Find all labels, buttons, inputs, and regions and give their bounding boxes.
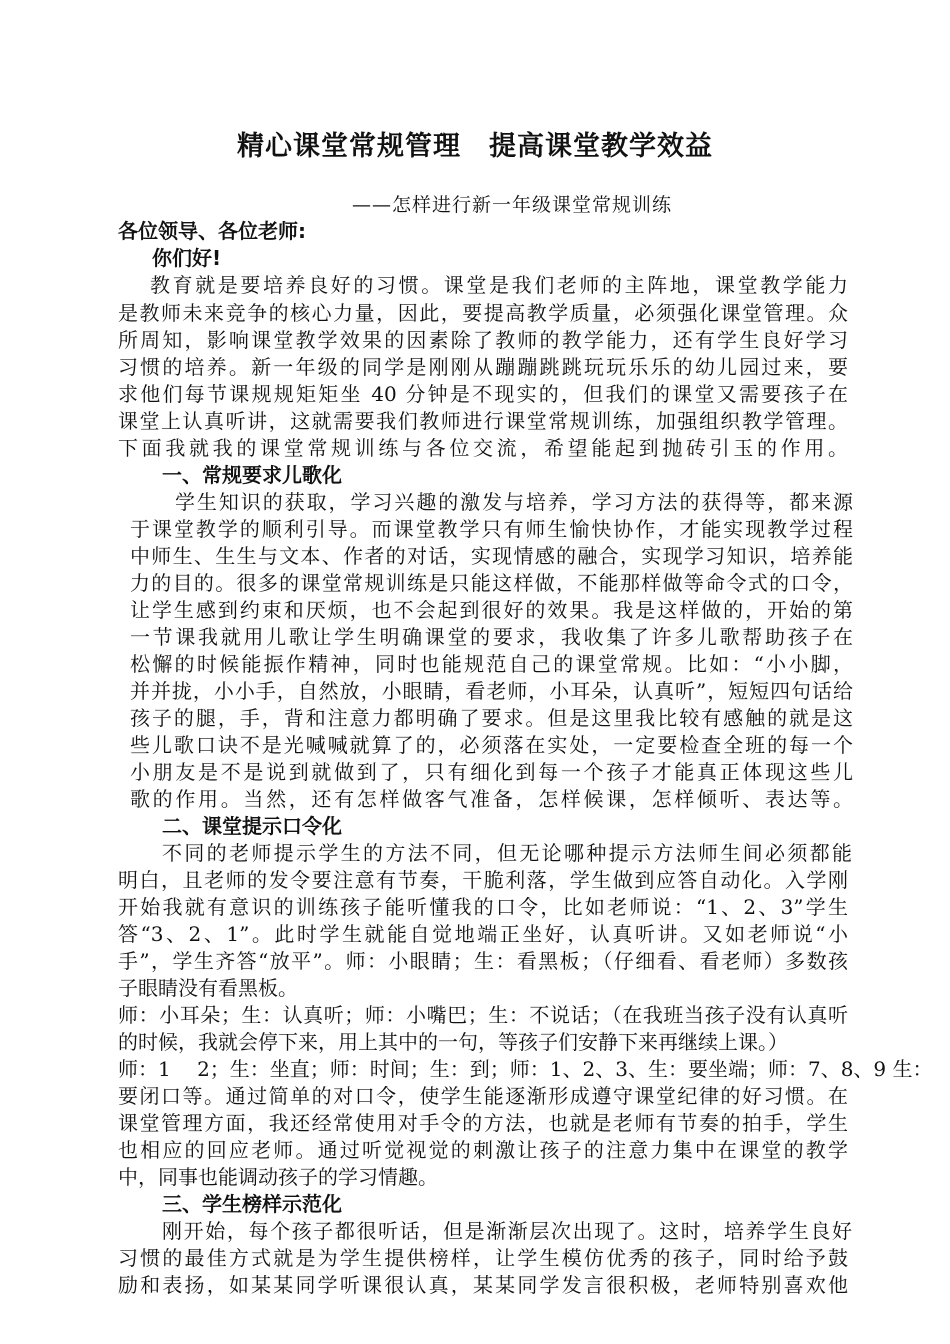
paragraph-line: 子眼睛没有看黑板。 <box>118 976 298 1000</box>
paragraph-line: 学生知识的获取，学习兴趣的激发与培养，学习方法的获得等，都来源 <box>175 490 853 514</box>
paragraph-line: 师：1 2；生：坐直；师：时间；生：到；师：1、2、3、生：要坐端；师：7、8、9 生： <box>118 1057 933 1081</box>
paragraph-line: 所周知，影响课堂教学效果的因素除了教师的教学能力，还有学生良好学习 <box>118 328 848 352</box>
section-heading: 三、学生榜样示范化 <box>162 1192 342 1216</box>
paragraph-line: 课堂管理方面，我还经常使用对手令的方法，也就是老师有节奏的拍手，学生 <box>118 1111 848 1135</box>
doc-title: 精心课堂常规管理 提高课堂教学效益 <box>237 131 713 162</box>
paragraph-line: 也相应的回应老师。通过听觉视觉的刺激让孩子的注意力集中在课堂的教学 <box>118 1138 848 1162</box>
paragraph-line: 不同的老师提示学生的方法不同，但无论哪种提示方法师生间必须都能 <box>162 841 852 865</box>
paragraph-line: 明白，且老师的发令要注意有节奏，干脆利落，学生做到应答自动化。入学刚 <box>118 868 848 892</box>
paragraph-line: 中，同事也能调动孩子的学习情趣。 <box>118 1165 438 1189</box>
paragraph-line: 师：小耳朵；生：认真听；师：小嘴巴；生：不说话；（在我班当孩子没有认真听 <box>118 1003 848 1027</box>
section-heading: 一、常规要求儿歌化 <box>162 463 342 487</box>
paragraph-line: 刚开始，每个孩子都很听话，但是渐渐层次出现了。这时，培养学生良好 <box>162 1219 852 1243</box>
paragraph-line: 并并拢，小小手，自然放，小眼睛，看老师，小耳朵，认真听”，短短四句话给 <box>130 679 853 703</box>
paragraph-line: 中师生、生生与文本、作者的对话，实现情感的融合，实现学习知识，培养能 <box>130 544 853 568</box>
paragraph-line: 开始我就有意识的训练孩子能听懂我的口令，比如老师说：“1、2、3”学生 <box>118 895 848 919</box>
paragraph-line: 求他们每节课规规矩矩坐 40 分钟是不现实的，但我们的课堂又需要孩子在 <box>118 382 848 406</box>
paragraph-line: 习惯的最佳方式就是为学生提供榜样，让学生模仿优秀的孩子，同时给予鼓 <box>118 1246 848 1270</box>
paragraph-line: 小朋友是不是说到就做到了，只有细化到每一个孩子才能真正体现这些儿 <box>130 760 853 784</box>
paragraph-line: 一节课我就用儿歌让学生明确课堂的要求，我收集了许多儿歌帮助孩子在 <box>130 625 853 649</box>
paragraph-line: 答“3、2、1”。此时学生就能自觉地端正坐好，认真听讲。又如老师说“小 <box>118 922 848 946</box>
paragraph-line: 力的目的。很多的课堂常规训练是只能这样做，不能那样做等命令式的口令， <box>130 571 853 595</box>
greeting: 你们好! <box>152 246 222 270</box>
paragraph-line: 让学生感到约束和厌烦，也不会起到很好的效果。我是这样做的，开始的第 <box>130 598 853 622</box>
paragraph-line: 励和表扬，如某某同学听课很认真，某某同学发言很积极，老师特别喜欢他 <box>118 1273 848 1297</box>
paragraph-line: 下面我就我的课堂常规训练与各位交流，希望能起到抛砖引玉的作用。 <box>118 436 848 460</box>
paragraph-line: 些儿歌口诀不是光喊喊就算了的，必须落在实处，一定要检查全班的每一个 <box>130 733 853 757</box>
paragraph-line: 教育就是要培养良好的习惯。课堂是我们老师的主阵地，课堂教学能力 <box>150 273 848 297</box>
doc-subtitle: ——怎样进行新一年级课堂常规训练 <box>352 194 673 216</box>
paragraph-line: 于课堂教学的顺利引导。而课堂教学只有师生愉快协作，才能实现教学过程 <box>130 517 853 541</box>
section-heading: 二、课堂提示口令化 <box>162 814 342 838</box>
paragraph-line: 是教师未来竞争的核心力量，因此，要提高教学质量，必须强化课堂管理。众 <box>118 301 848 325</box>
paragraph-line: 习惯的培养。新一年级的同学是刚刚从蹦蹦跳跳玩玩乐乐的幼儿园过来，要 <box>118 355 848 379</box>
paragraph-line: 歌的作用。当然，还有怎样做客气准备，怎样候课，怎样倾听、表达等。 <box>130 787 853 811</box>
paragraph-line: 松懈的时候能振作精神，同时也能规范自己的课堂常规。比如：“小小脚， <box>130 652 853 676</box>
paragraph-line: 手”，学生齐答“放平”。师：小眼睛；生：看黑板；（仔细看、看老师）多数孩 <box>118 949 848 973</box>
paragraph-line: 要闭口等。通过简单的对口令，使学生能逐渐形成遵守课堂纪律的好习惯。在 <box>118 1084 848 1108</box>
paragraph-line: 的时候，我就会停下来，用上其中的一句，等孩子们安静下来再继续上课。） <box>118 1030 788 1054</box>
salutation: 各位领导、各位老师: <box>118 219 306 243</box>
paragraph-line: 课堂上认真听讲，这就需要我们教师进行课堂常规训练，加强组织教学管理。 <box>118 409 848 433</box>
paragraph-line: 孩子的腿，手，背和注意力都明确了要求。但是这里我比较有感触的就是这 <box>130 706 853 730</box>
